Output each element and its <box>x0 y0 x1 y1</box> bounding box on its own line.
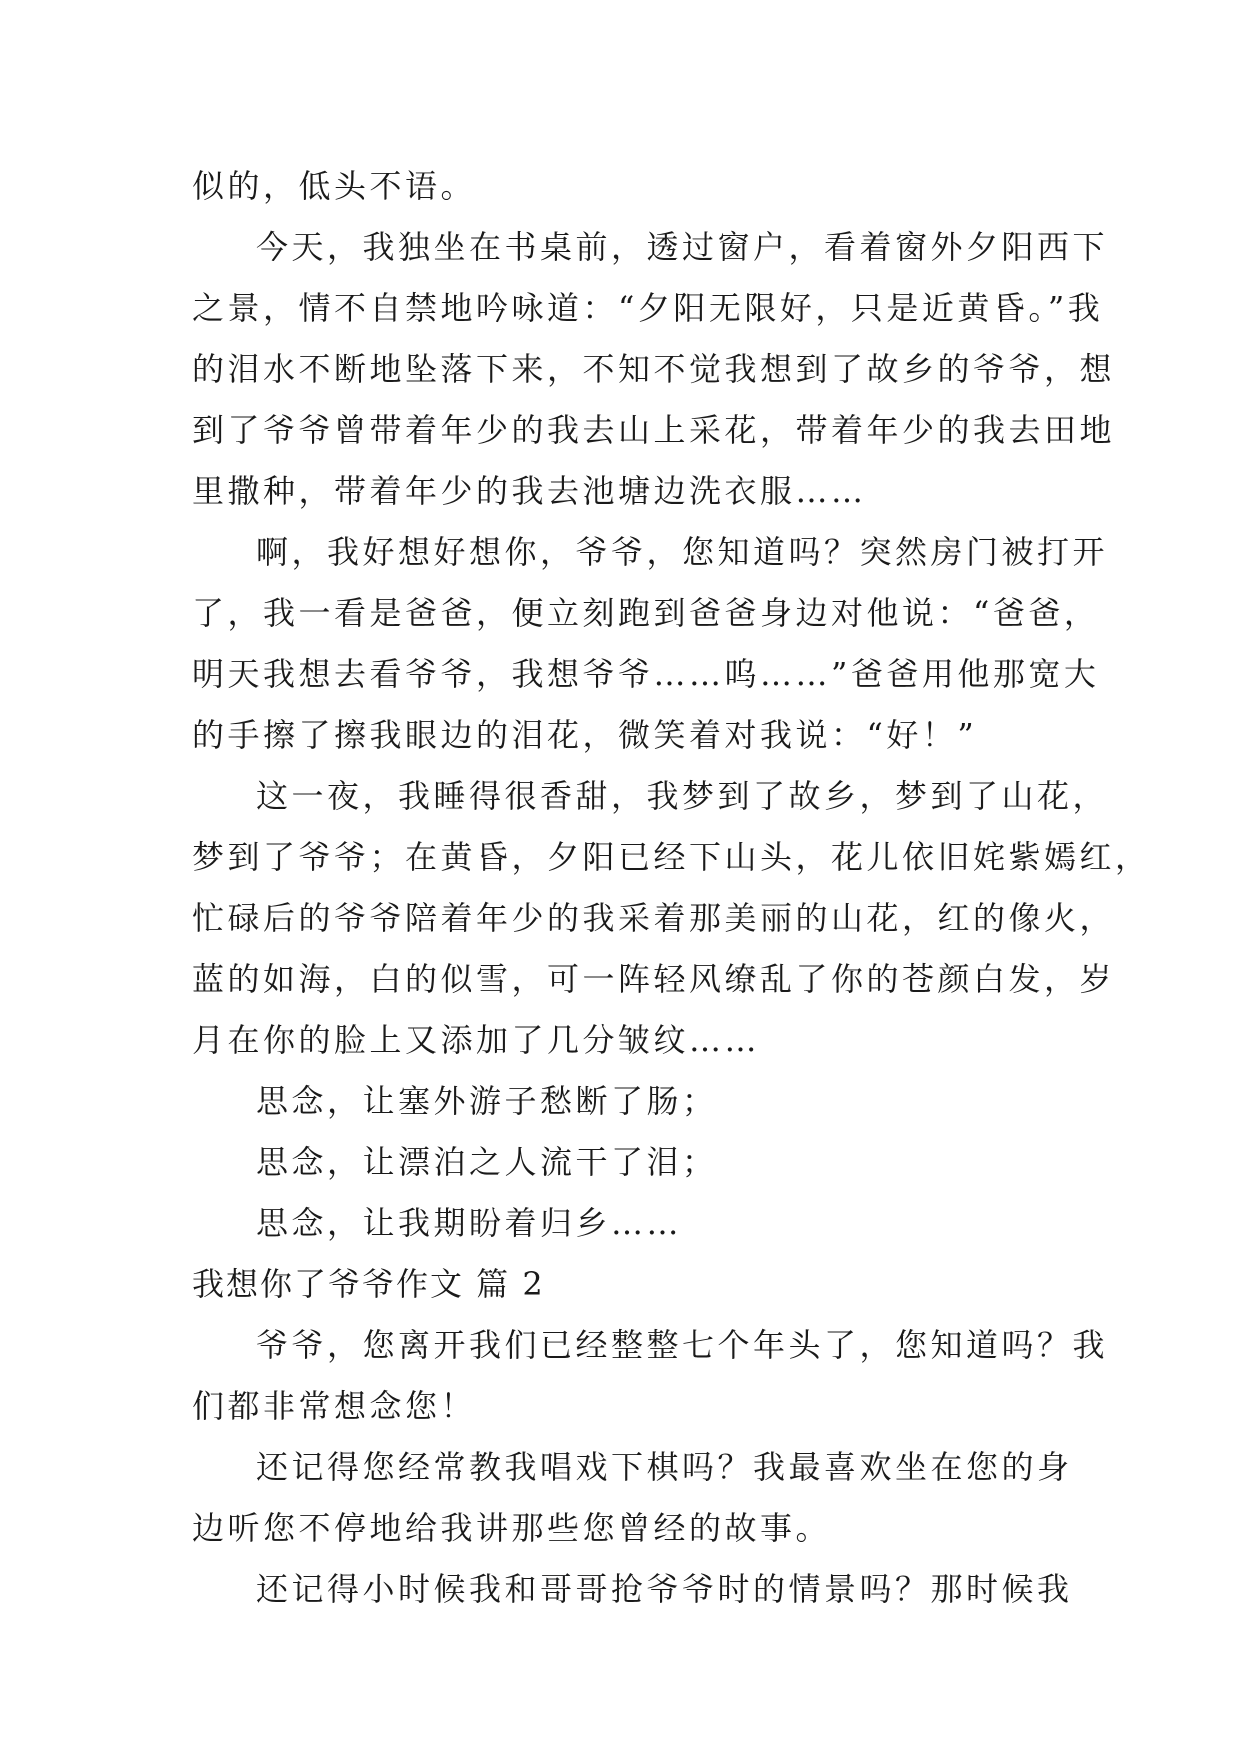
text-line: 们都非常想念您！ <box>192 1387 477 1425</box>
text-line: 之景，情不自禁地吟咏道：“夕阳无限好，只是近黄昏。”我 <box>192 289 1104 327</box>
paragraph-first-line: 啊，我好想好想你，爷爷，您知道吗？突然房门被打开 <box>256 533 1109 571</box>
text-line: 似的，低头不语。 <box>192 167 477 205</box>
poem-line: 思念，让我期盼着归乡…… <box>256 1204 683 1242</box>
poem-line: 思念，让塞外游子愁断了肠； <box>256 1082 718 1120</box>
text-line: 了，我一看是爸爸，便立刻跑到爸爸身边对他说：“爸爸， <box>192 594 1100 632</box>
poem-line: 思念，让漂泊之人流干了泪； <box>256 1143 718 1181</box>
text-line: 的泪水不断地坠落下来，不知不觉我想到了故乡的爷爷，想 <box>192 350 1116 388</box>
paragraph-first-line: 还记得您经常教我唱戏下棋吗？我最喜欢坐在您的身 <box>256 1448 1073 1486</box>
paragraph-first-line: 还记得小时候我和哥哥抢爷爷时的情景吗？那时候我 <box>256 1570 1073 1608</box>
text-line: 到了爷爷曾带着年少的我去山上采花，带着年少的我去田地 <box>192 411 1116 449</box>
text-line: 里撒种，带着年少的我去池塘边洗衣服…… <box>192 472 867 510</box>
text-line: 梦到了爷爷；在黄昏，夕阳已经下山头，花儿依旧姹紫嫣红， <box>192 838 1151 876</box>
text-line: 蓝的如海，白的似雪，可一阵轻风缭乱了你的苍颜白发，岁 <box>192 960 1116 998</box>
text-line: 明天我想去看爷爷，我想爷爷……呜……”爸爸用他那宽大 <box>192 655 1100 693</box>
section-heading: 我想你了爷爷作文 篇 2 <box>192 1265 545 1303</box>
text-line: 边听您不停地给我讲那些您曾经的故事。 <box>192 1509 832 1547</box>
paragraph-first-line: 今天，我独坐在书桌前，透过窗户，看着窗外夕阳西下 <box>256 228 1109 266</box>
paragraph-first-line: 这一夜，我睡得很香甜，我梦到了故乡，梦到了山花， <box>256 777 1109 815</box>
document-body <box>192 156 1151 1620</box>
text-line: 的手擦了擦我眼边的泪花，微笑着对我说：“好！” <box>192 716 978 754</box>
paragraph-first-line: 爷爷，您离开我们已经整整七个年头了，您知道吗？我 <box>256 1326 1109 1364</box>
text-line: 月在你的脸上又添加了几分皱纹…… <box>192 1021 761 1059</box>
text-line: 忙碌后的爷爷陪着年少的我采着那美丽的山花，红的像火， <box>192 899 1116 937</box>
